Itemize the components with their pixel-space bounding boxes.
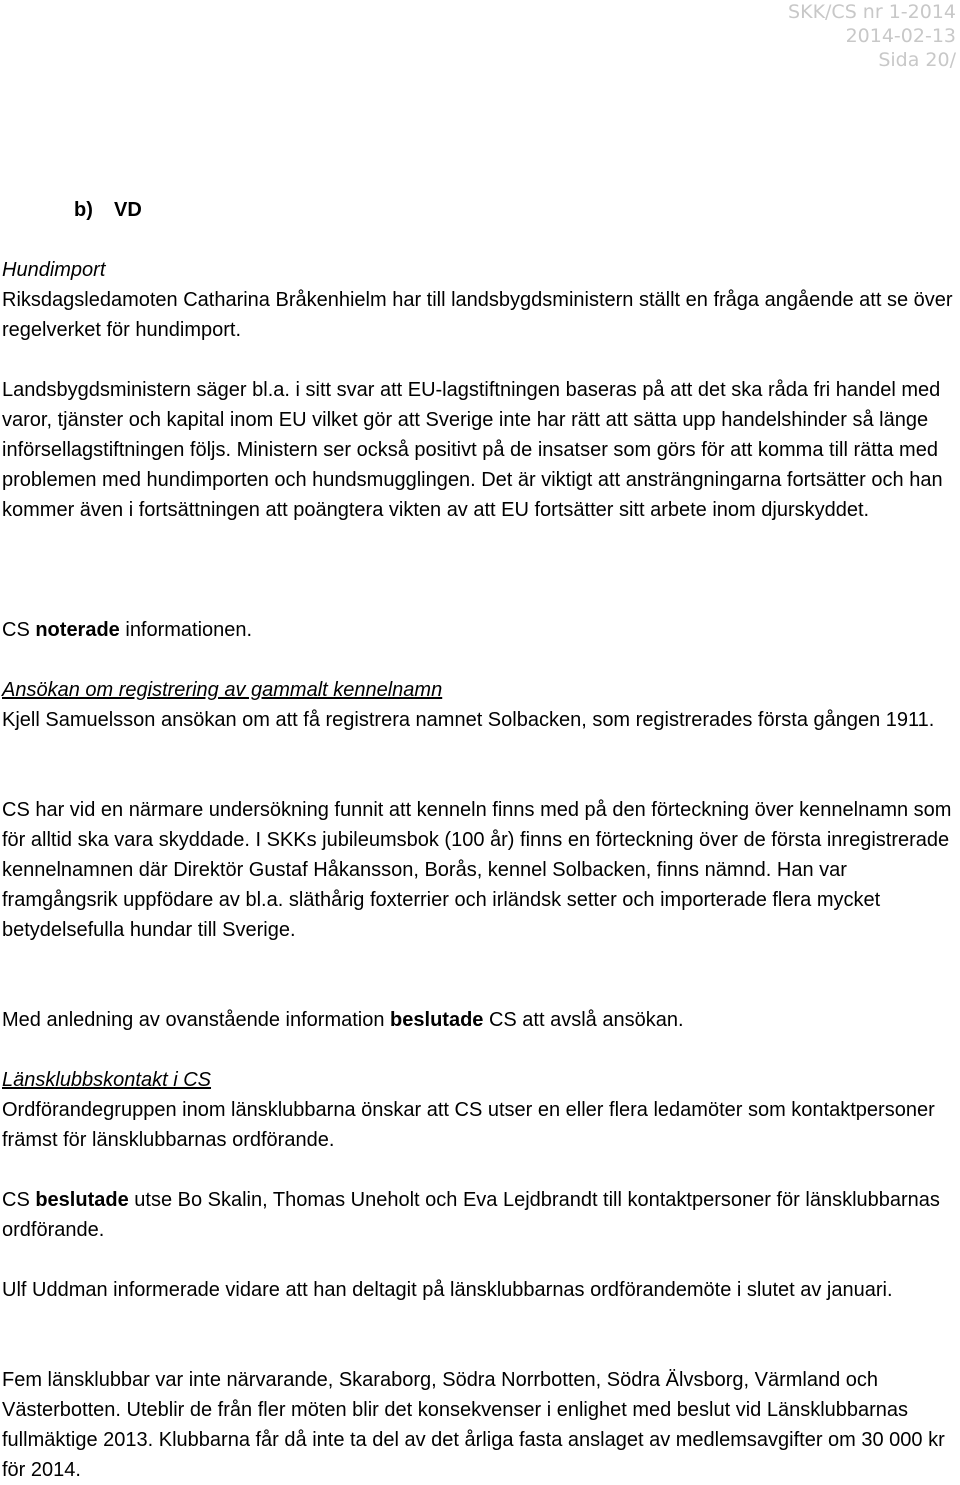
page-number: Sida 20/ [878, 49, 956, 71]
kennelnamn-heading: Ansökan om registrering av gammalt kennelnamn [2, 679, 443, 701]
page-header [788, 0, 956, 72]
section-title [74, 195, 142, 225]
section-label: b) [74, 199, 93, 221]
kennelnamn-paragraph-2: CS har vid en närmare undersökning funnit att kenneln finns med på den förteckning över kennelnamn som för alltid ska vara skyddade. I SKKs jubileumsbok (100 år) finns en förteckning över de första inregistrerade kennelnamnen där Direktör Gustaf Håkansson, Borås, kennel Solbacken, finns nämnd. Han var framgångsrik uppfödare av bl.a. släthårig foxterrier och irländsk setter och importerade flera mycket betydelsefulla hundar till Sverige. [2, 799, 952, 941]
hundimport-noted: CS noterade informationen. [2, 619, 253, 641]
document-number: SKK/CS nr 1-2014 [788, 1, 956, 23]
lansklubb-decision: CS beslutade utse Bo Skalin, Thomas Uneholt och Eva Lejdbrandt till kontaktpersoner för länsklubbarnas ordförande. [2, 1189, 940, 1241]
lansklubb-paragraph-4: Fem länsklubbar var inte närvarande, Skaraborg, Södra Norrbotten, Södra Älvsborg, Värmland och Västerbotten. Uteblir de från fler möten blir det konsekvenser i enlighet med beslut vid Länsklubbarnas fullmäktige 2013. Klubbarna får då inte ta del av det årliga fasta anslaget av medlemsavgifter om 30 000 kr för 2014. [2, 1369, 945, 1481]
hundimport-heading: Hundimport [2, 259, 106, 281]
section-name: VD [114, 199, 142, 221]
kennelnamn-paragraph-1: Kjell Samuelsson ansökan om att få registrera namnet Solbacken, som registrerades första gången 1911. [2, 709, 935, 731]
hundimport-paragraph-2: Landsbygdsministern säger bl.a. i sitt svar att EU-lagstiftningen baseras på att det ska råda fri handel med varor, tjänster och kapital inom EU vilket gör att Sverige inte har rätt att sätta upp handelshinder så länge införsellagstiftningen följs. Ministern ser också positivt på de insatser som görs för att komma till rätta med problemen med hundimporten och hundsmugglingen. Det är viktigt att ansträngningarna fortsätter och han kommer även i fortsättningen att poängtera vikten av att EU fortsätter sitt arbete inom djurskyddet. [2, 379, 943, 521]
kennelnamn-decision: Med anledning av ovanstående information beslutade CS att avslå ansökan. [2, 1009, 684, 1031]
lansklubb-heading: Länsklubbskontakt i CS [2, 1069, 212, 1091]
document-date: 2014-02-13 [845, 25, 956, 47]
lansklubb-paragraph-1: Ordförandegruppen inom länsklubbarna önskar att CS utser en eller flera ledamöter som kontaktpersoner främst för länsklubbarnas ordförande. [2, 1099, 935, 1151]
lansklubb-paragraph-3: Ulf Uddman informerade vidare att han deltagit på länsklubbarnas ordförandemöte i slutet av januari. [2, 1279, 893, 1301]
hundimport-paragraph-1: Riksdagsledamoten Catharina Bråkenhielm har till landsbygdsministern ställt en fråga angående att se över regelverket för hundimport. [2, 289, 953, 341]
